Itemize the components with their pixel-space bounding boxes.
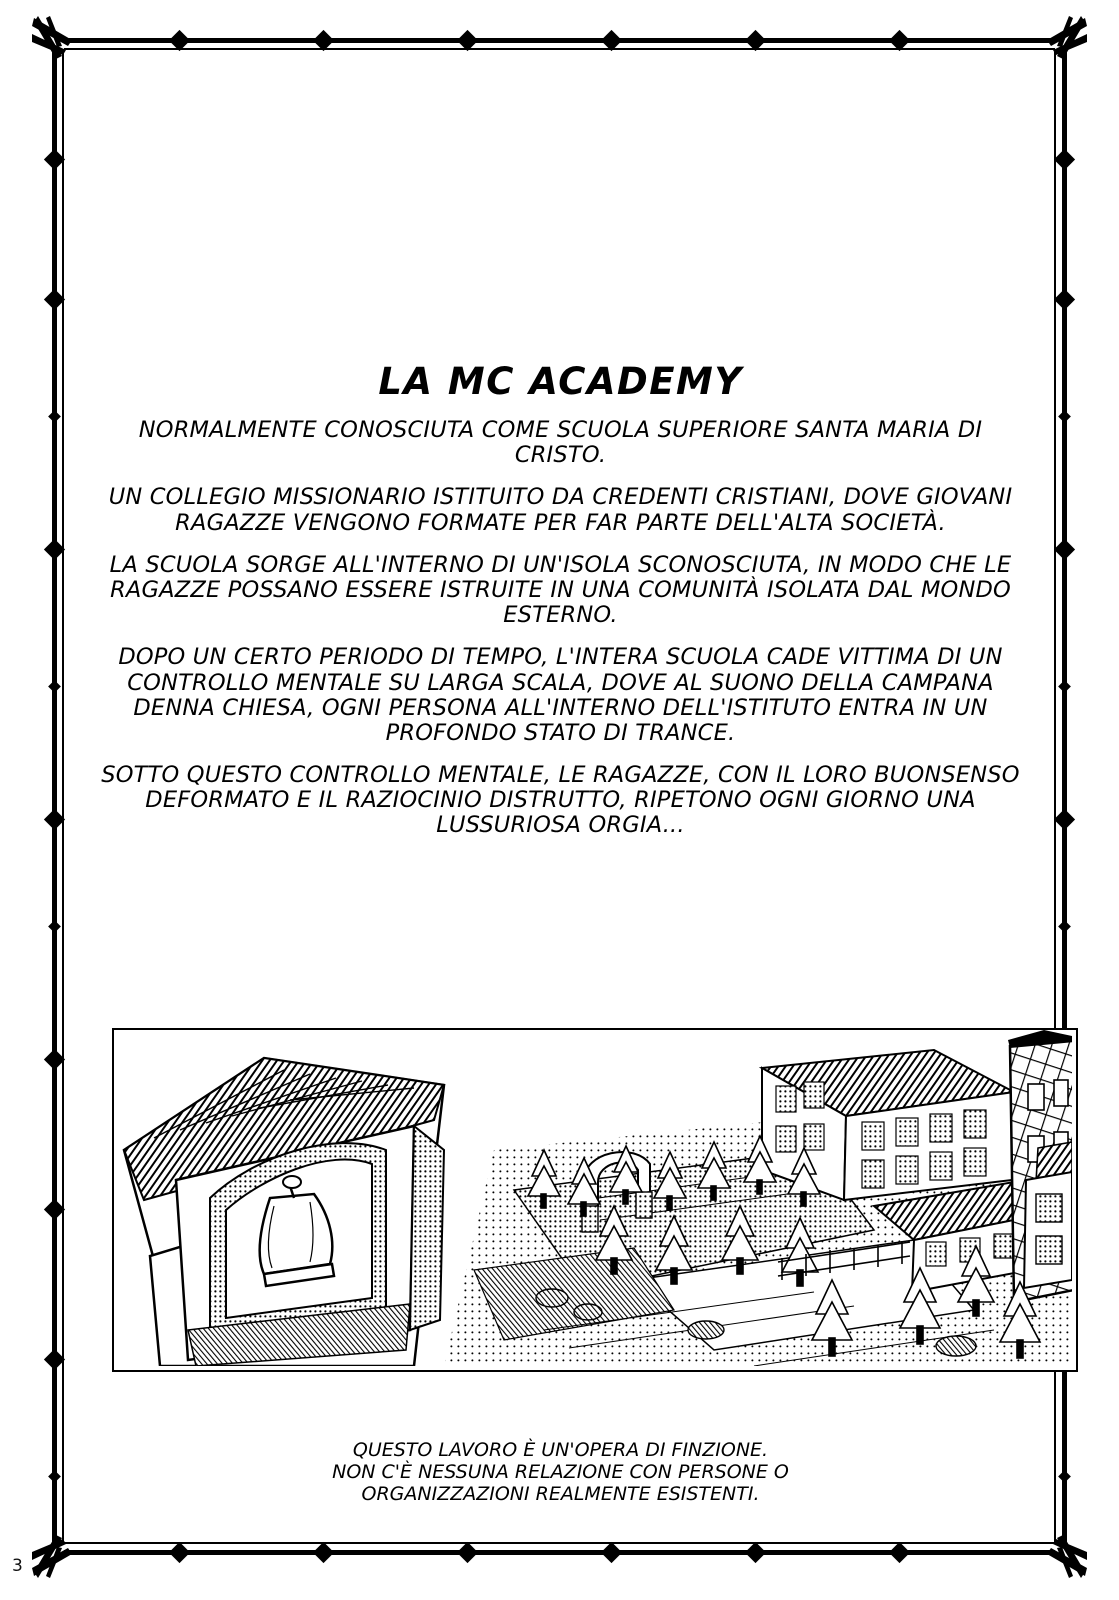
border-diamond-icon <box>44 1349 65 1370</box>
synopsis-paragraph: SOTTO QUESTO CONTROLLO MENTALE, LE RAGAZZE, CON IL LORO BUONSENSO DEFORMATO E IL RAZIOCINIO DISTRUTTO, RIPETONO OGNI GIORNO UNA LUSSURIOSA ORGIA... <box>101 762 1020 839</box>
border-diamond-icon <box>745 30 766 51</box>
border-diamond-icon <box>44 809 65 830</box>
border-diamond-icon <box>44 149 65 170</box>
border-diamond-icon <box>44 1199 65 1220</box>
border-diamond-icon <box>1054 809 1075 830</box>
border-rail-left <box>52 52 57 1542</box>
synopsis-paragraph: UN COLLEGIO MISSIONARIO ISTITUITO DA CREDENTI CRISTIANI, DOVE GIOVANI RAGAZZE VENGONO FORMATE PER FAR PARTE DELL'ALTA SOCIETÀ. <box>108 484 1013 536</box>
border-diamond-icon <box>169 30 190 51</box>
disclaimer-line: NON C'È NESSUNA RELAZIONE CON PERSONE O <box>332 1460 789 1483</box>
school-campus-illustration <box>112 1028 1078 1372</box>
border-diamond-icon <box>745 1542 766 1563</box>
border-rail-bottom <box>64 1550 1055 1555</box>
border-diamond-icon <box>48 410 61 423</box>
page-title: LA MC ACADEMY <box>378 360 743 403</box>
page-content <box>74 60 1047 1540</box>
border-diamond-icon <box>601 30 622 51</box>
border-diamond-icon <box>1054 149 1075 170</box>
border-diamond-icon <box>601 1542 622 1563</box>
border-diamond-icon <box>44 1049 65 1070</box>
synopsis-paragraph: LA SCUOLA SORGE ALL'INTERNO DI UN'ISOLA SCONOSCIUTA, IN MODO CHE LE RAGAZZE POSSANO ESSERE ISTRUITE IN UNA COMUNITÀ ISOLATA DAL MONDO ESTERNO. <box>109 551 1012 629</box>
border-diamond-icon <box>48 1470 61 1483</box>
border-diamond-icon <box>457 30 478 51</box>
disclaimer-line: ORGANIZZAZIONI REALMENTE ESISTENTI. <box>361 1482 760 1505</box>
border-diamond-icon <box>1054 539 1075 560</box>
border-rail-top-inner <box>64 48 1055 50</box>
border-diamond-icon <box>1058 410 1071 423</box>
synopsis-text <box>98 418 1023 856</box>
border-diamond-icon <box>169 1542 190 1563</box>
synopsis-paragraph: DOPO UN CERTO PERIODO DI TEMPO, L'INTERA SCUOLA CADE VITTIMA DI UN CONTROLLO MENTALE SU LARGA SCALA, DOVE AL SUONO DELLA CAMPANA DENNA CHIESA, OGNI PERSONA ALL'INTERNO DELL'ISTITUTO ENTRA IN UN PROFONDO STATO DI TRANCE. <box>118 644 1003 746</box>
border-rail-left-inner <box>62 52 64 1542</box>
border-rail-top <box>64 38 1055 43</box>
border-diamond-icon <box>48 920 61 933</box>
border-diamond-icon <box>44 539 65 560</box>
border-diamond-icon <box>889 30 910 51</box>
border-diamond-icon <box>1058 680 1071 693</box>
border-diamond-icon <box>1058 1470 1071 1483</box>
page-number: 3 <box>12 1556 23 1576</box>
disclaimer-line: QUESTO LAVORO È UN'OPERA DI FINZIONE. <box>352 1439 769 1461</box>
border-diamond-icon <box>313 30 334 51</box>
disclaimer-text <box>74 1440 1047 1506</box>
border-diamond-icon <box>1058 920 1071 933</box>
border-diamond-icon <box>457 1542 478 1563</box>
border-diamond-icon <box>1054 289 1075 310</box>
campus-artwork <box>114 1030 1072 1366</box>
synopsis-paragraph: NORMALMENTE CONOSCIUTA COME SCUOLA SUPERIORE SANTA MARIA DI CRISTO. <box>138 417 983 469</box>
border-diamond-icon <box>889 1542 910 1563</box>
border-diamond-icon <box>48 680 61 693</box>
border-rail-bottom-inner <box>64 1542 1055 1544</box>
border-diamond-icon <box>44 289 65 310</box>
border-diamond-icon <box>313 1542 334 1563</box>
